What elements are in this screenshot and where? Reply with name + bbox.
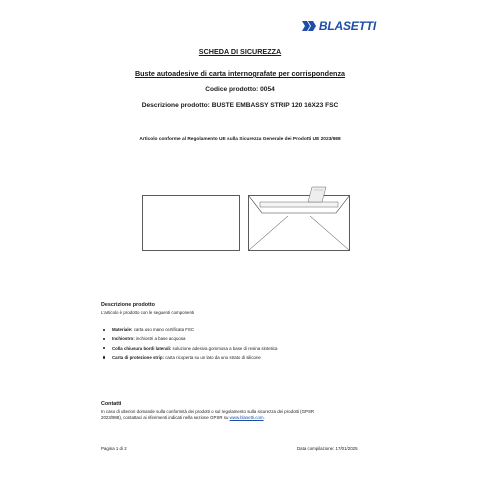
section-intro: L'articolo è prodotto con le seguenti componenti xyxy=(101,310,195,315)
contacts-line-1: In caso di ulteriori domande sulla conformità dei prodotti o sul regolamento sulla sicurezza dei prodotti (GPSR xyxy=(101,409,315,414)
component-label: Materiale: xyxy=(112,327,133,332)
blasetti-logo-icon xyxy=(302,21,318,31)
component-text: carta ricoperta su un lato da uno strato di silicone xyxy=(165,354,261,360)
contacts-section xyxy=(101,401,381,421)
section-title: Descrizione prodotto xyxy=(101,302,155,308)
list-item xyxy=(101,344,381,353)
contacts-line-2 xyxy=(101,415,381,421)
website-link[interactable]: www.blasetti.com xyxy=(229,415,264,420)
page-number: Pagina 1 di 2 xyxy=(101,446,127,451)
bullet-icon xyxy=(103,356,105,358)
bullet-icon xyxy=(103,338,105,340)
brand-name: BLASETTI xyxy=(318,19,376,33)
component-label: Inchiostro: xyxy=(112,336,135,342)
contacts-line-2-end: . xyxy=(263,415,265,420)
envelope-front-image xyxy=(142,195,240,251)
contacts-line-2-text: 2023/988), contattaci ai riferimenti indicati nella sezione GPSR su xyxy=(101,415,230,420)
component-label: Colla chiusura bordi laterali: xyxy=(112,345,172,351)
bullet-icon xyxy=(103,329,105,331)
product-code: Codice prodotto: 0054 xyxy=(205,86,275,93)
component-text: carta uso mano certificata FSC xyxy=(133,327,195,332)
list-item xyxy=(101,353,381,362)
list-item xyxy=(101,325,381,334)
list-item xyxy=(101,334,381,343)
document-title: SCHEDA DI SICUREZZA xyxy=(198,47,282,56)
section-title: Contatti xyxy=(101,401,122,407)
product-description-section xyxy=(101,302,381,362)
bullet-icon xyxy=(103,347,105,349)
components-list xyxy=(101,325,381,362)
document-subtitle: Buste autoadesive di carta internografate per corrispondenza xyxy=(134,69,346,78)
compilation-date: Data compilazione: 17/01/2025 xyxy=(297,446,358,451)
regulation-note: Articolo conforme al Regolamento UE sulla Sicurezza Generale dei Prodotti UE 2023/988 xyxy=(139,137,341,142)
brand-logo xyxy=(302,19,376,33)
component-text: soluzione adesiva gommosa a base di resina sintetica xyxy=(172,345,278,351)
product-description-line: Descrizione prodotto: BUSTE EMBASSY STRIP 120 16X23 FSC xyxy=(141,102,339,109)
component-text: inchiostri a base acquosa xyxy=(135,336,186,342)
envelope-back-image xyxy=(248,186,350,251)
component-label: Carta di protezione strip: xyxy=(112,354,164,360)
